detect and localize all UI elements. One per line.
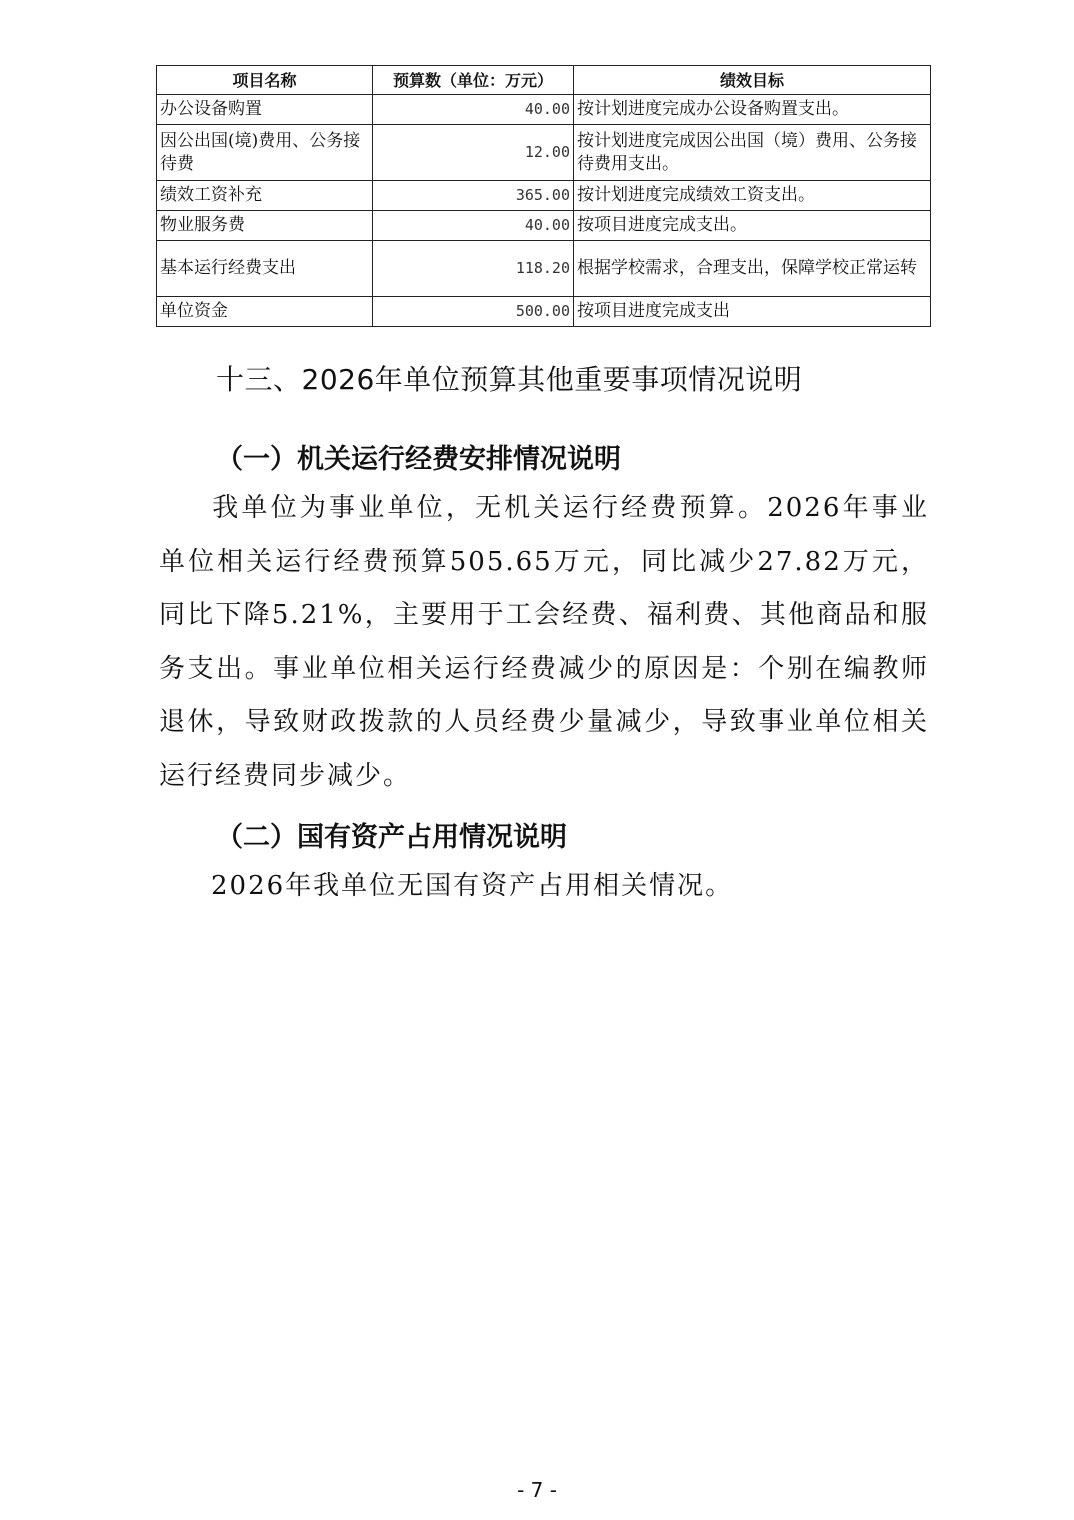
- header-budget-amount: 预算数（单位：万元）: [373, 66, 574, 95]
- project-name-cell: 单位资金: [157, 297, 373, 327]
- header-performance-goal: 绩效目标: [574, 66, 931, 95]
- budget-amount-cell: 40.00: [373, 95, 574, 125]
- performance-goal-cell: 按计划进度完成办公设备购置支出。: [574, 95, 931, 125]
- project-name-cell: 绩效工资补充: [157, 181, 373, 211]
- budget-table: [156, 65, 931, 327]
- table-row: [157, 181, 931, 211]
- budget-amount-cell: 500.00: [373, 297, 574, 327]
- performance-goal-cell: 按项目进度完成支出。: [574, 211, 931, 241]
- table-row: [157, 125, 931, 181]
- table-row: [157, 297, 931, 327]
- performance-goal-cell: 根据学校需求，合理支出，保障学校正常运转: [574, 241, 931, 297]
- budget-amount-cell: 118.20: [373, 241, 574, 297]
- header-project-name: 项目名称: [157, 66, 373, 95]
- budget-amount-cell: 365.00: [373, 181, 574, 211]
- section-title: 十三、2026年单位预算其他重要事项情况说明: [216, 363, 803, 396]
- state-assets-paragraph: [159, 860, 929, 914]
- performance-goal-cell: 按计划进度完成绩效工资支出。: [574, 181, 931, 211]
- performance-goal-cell: 按计划进度完成因公出国（境）费用、公务接待费用支出。: [574, 125, 931, 181]
- subsection-title-state-assets: （二）国有资产占用情况说明: [216, 822, 567, 853]
- budget-amount-cell: 12.00: [373, 125, 574, 181]
- budget-amount-cell: 40.00: [373, 211, 574, 241]
- project-name-cell: 因公出国(境)费用、公务接待费: [157, 125, 373, 181]
- operating-funds-text: 我单位为事业单位，无机关运行经费预算。2026年事业单位相关运行经费预算505.65万元，同比减少27.82万元，同比下降5.21%，主要用于工会经费、福利费、其他商品和服务支出。事业单位相关运行经费减少的原因是：个别在编教师退休，导致财政拨款的人员经费少量减少，导致事业单位相关运行经费同步减少。: [159, 493, 929, 791]
- table-row: [157, 211, 931, 241]
- table-row: [157, 95, 931, 125]
- operating-funds-paragraph: [159, 482, 929, 803]
- project-name-cell: 办公设备购置: [157, 95, 373, 125]
- project-name-cell: 基本运行经费支出: [157, 241, 373, 297]
- state-assets-text: 2026年我单位无国有资产占用相关情况。: [211, 871, 734, 901]
- table-header-row: [157, 66, 931, 95]
- page-number: - 7 -: [517, 1478, 557, 1502]
- subsection-title-operating-funds: （一）机关运行经费安排情况说明: [216, 444, 621, 475]
- project-name-cell: 物业服务费: [157, 211, 373, 241]
- table-row: [157, 241, 931, 297]
- performance-goal-cell: 按项目进度完成支出: [574, 297, 931, 327]
